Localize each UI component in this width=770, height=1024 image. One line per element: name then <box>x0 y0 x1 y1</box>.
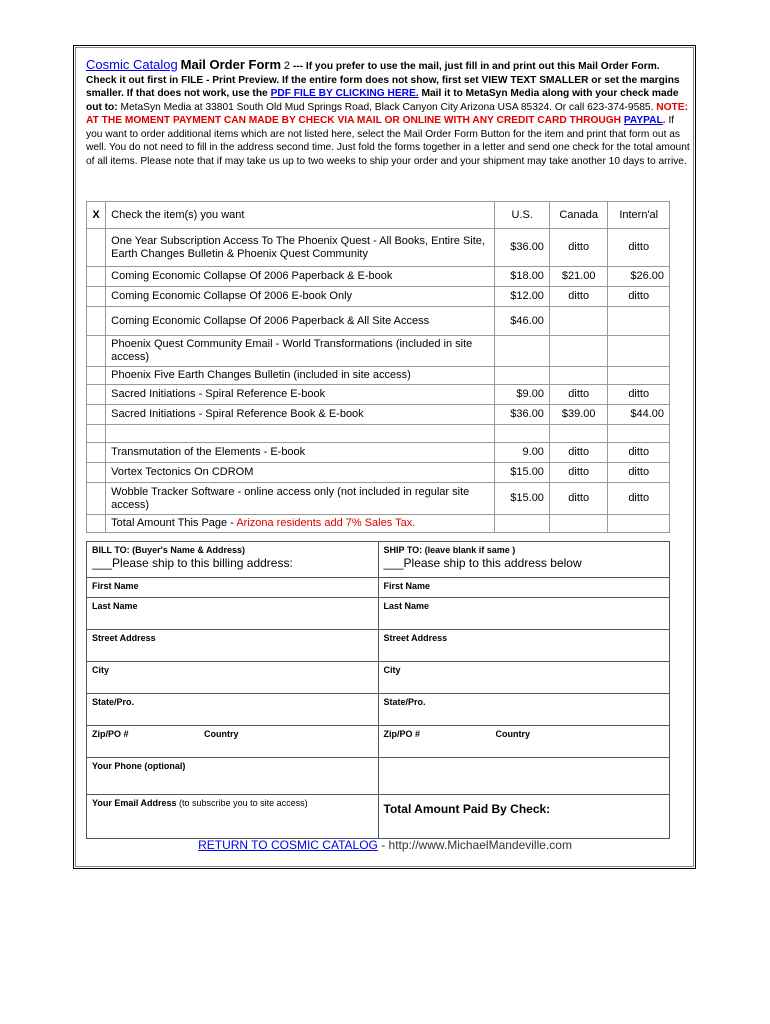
price-us: $36.00 <box>495 229 549 267</box>
bill-to-prompt: ___Please ship to this billing address: <box>92 556 293 570</box>
price-intl <box>608 367 670 385</box>
price-intl: $26.00 <box>608 267 670 287</box>
price-intl <box>608 307 670 336</box>
item-checkbox[interactable] <box>87 307 106 336</box>
table-row <box>87 287 670 307</box>
ship-first-name-field[interactable]: First Name <box>378 578 670 598</box>
price-us: $9.00 <box>495 385 549 405</box>
item-checkbox[interactable] <box>87 405 106 425</box>
address-header-row <box>87 542 670 578</box>
total-label: Total Amount This Page - <box>111 517 234 529</box>
ship-city-field[interactable]: City <box>378 662 670 694</box>
item-checkbox[interactable] <box>87 483 106 515</box>
intro-bold-1: If you prefer to use the mail, just fill in and print out this Mail Order Form. Check it out first in FILE - Print Preview. If the entire form does not show, first set VIEW TEXT SMALLER or set the margins smaller. If that does not work, use the <box>86 61 680 99</box>
bill-to-heading: BILL TO: (Buyer's Name & Address) <box>92 545 246 555</box>
ship-zip-label: Zip/PO # <box>383 729 421 739</box>
ship-zip-country-cell[interactable] <box>378 726 670 758</box>
total-paid-cell[interactable] <box>378 795 670 839</box>
payment-note: NOTE: AT THE MOMENT PAYMENT CAN MADE BY CHECK VIA MAIL OR ONLINE WITH ANY CREDIT CARD THROUGH <box>86 101 688 126</box>
bill-first-name-field[interactable]: First Name <box>87 578 379 598</box>
price-us: $15.00 <box>495 463 549 483</box>
price-us <box>495 367 549 385</box>
dashes: --- <box>292 61 304 72</box>
us-column-header: U.S. <box>495 202 549 229</box>
table-row <box>87 463 670 483</box>
item-description: Sacred Initiations - Spiral Reference E-book <box>106 385 495 405</box>
price-canada <box>549 307 608 336</box>
item-description: Coming Economic Collapse Of 2006 Paperback & E-book <box>106 267 495 287</box>
price-canada <box>549 425 608 443</box>
table-row <box>87 483 670 515</box>
ship-state-field[interactable]: State/Pro. <box>378 694 670 726</box>
cosmic-catalog-link[interactable]: Cosmic Catalog <box>86 57 178 72</box>
table-row <box>87 367 670 385</box>
price-intl: ditto <box>608 385 670 405</box>
bill-to-cell <box>87 542 379 578</box>
bill-zip-country-cell[interactable] <box>87 726 379 758</box>
item-description: Transmutation of the Elements - E-book <box>106 443 495 463</box>
canada-column-header: Canada <box>549 202 608 229</box>
table-row <box>87 336 670 367</box>
table-row <box>87 443 670 463</box>
form-title: Mail Order Form <box>180 57 282 72</box>
price-intl: $44.00 <box>608 405 670 425</box>
state-row <box>87 694 670 726</box>
total-x-cell <box>87 515 106 533</box>
payment-note-dot: . <box>662 115 666 126</box>
ship-country-label: Country <box>495 729 530 739</box>
table-row <box>87 229 670 267</box>
total-us[interactable] <box>495 515 549 533</box>
price-canada: ditto <box>549 229 608 267</box>
item-description: One Year Subscription Access To The Phoenix Quest - All Books, Entire Site, Earth Changes Bulletin & Phoenix Quest Community <box>106 229 495 267</box>
email-field[interactable] <box>87 795 379 839</box>
zip-row <box>87 726 670 758</box>
ship-to-prompt: ___Please ship to this address below <box>383 556 582 570</box>
price-intl: ditto <box>608 463 670 483</box>
item-description: Phoenix Five Earth Changes Bulletin (included in site access) <box>106 367 495 385</box>
item-description: Sacred Initiations - Spiral Reference Book & E-book <box>106 405 495 425</box>
ship-street-field[interactable]: Street Address <box>378 630 670 662</box>
form-number: 2 <box>283 60 290 72</box>
total-row <box>87 515 670 533</box>
total-intl[interactable] <box>608 515 670 533</box>
price-intl <box>608 336 670 367</box>
item-description: Vortex Tectonics On CDROM <box>106 463 495 483</box>
item-checkbox[interactable] <box>87 425 106 443</box>
street-row <box>87 630 670 662</box>
price-us: $36.00 <box>495 405 549 425</box>
table-header-row <box>87 202 670 229</box>
sales-tax-note: Arizona residents add 7% Sales Tax. <box>236 517 416 529</box>
price-intl: ditto <box>608 443 670 463</box>
bill-country-label: Country <box>204 729 239 739</box>
item-description: Phoenix Quest Community Email - World Transformations (included in site access) <box>106 336 495 367</box>
phone-field[interactable]: Your Phone (optional) <box>87 758 379 795</box>
table-row <box>87 307 670 336</box>
bill-state-field[interactable]: State/Pro. <box>87 694 379 726</box>
intro-bold-2: Mail it to MetaSyn Media along with your check made out to: <box>86 88 679 113</box>
item-checkbox[interactable] <box>87 385 106 405</box>
price-us: $12.00 <box>495 287 549 307</box>
table-row <box>87 385 670 405</box>
ship-to-heading: SHIP TO: (leave blank if same ) <box>383 545 516 555</box>
x-column-header: X <box>87 202 106 229</box>
price-us: $15.00 <box>495 483 549 515</box>
phone-row-blank <box>378 758 670 795</box>
item-checkbox[interactable] <box>87 443 106 463</box>
price-intl: ditto <box>608 229 670 267</box>
price-intl <box>608 425 670 443</box>
price-us: $18.00 <box>495 267 549 287</box>
ship-last-name-field[interactable]: Last Name <box>378 598 670 630</box>
item-checkbox[interactable] <box>87 229 106 267</box>
item-description <box>106 425 495 443</box>
item-checkbox[interactable] <box>87 336 106 367</box>
address-table <box>86 541 670 839</box>
price-us: 9.00 <box>495 443 549 463</box>
price-us <box>495 425 549 443</box>
price-canada: ditto <box>549 483 608 515</box>
table-row <box>87 425 670 443</box>
paypal-link[interactable]: PAYPAL <box>623 115 663 126</box>
table-row <box>87 405 670 425</box>
city-row <box>87 662 670 694</box>
item-description: Coming Economic Collapse Of 2006 Paperback & All Site Access <box>106 307 495 336</box>
pdf-file-link[interactable]: PDF FILE BY CLICKING HERE. <box>270 88 419 99</box>
bill-city-field[interactable]: City <box>87 662 379 694</box>
price-canada <box>549 367 608 385</box>
total-canada[interactable] <box>549 515 608 533</box>
price-intl: ditto <box>608 483 670 515</box>
email-label: Your Email Address <box>92 798 177 808</box>
item-checkbox[interactable] <box>87 287 106 307</box>
intro-text <box>86 58 690 168</box>
mailing-address: MetaSyn Media at 33801 South Old Mud Springs Road, Black Canyon City Arizona USA 85324. Or call 623-374-9585. <box>120 101 654 113</box>
price-canada: ditto <box>549 385 608 405</box>
site-url: http://www.MichaelMandeville.com <box>388 838 572 852</box>
price-intl: ditto <box>608 287 670 307</box>
phone-row <box>87 758 670 795</box>
bill-street-field[interactable]: Street Address <box>87 630 379 662</box>
order-items-table <box>86 201 670 533</box>
price-canada: $39.00 <box>549 405 608 425</box>
item-description: Wobble Tracker Software - online access only (not included in regular site access) <box>106 483 495 515</box>
table-row <box>87 267 670 287</box>
price-us: $46.00 <box>495 307 549 336</box>
item-checkbox[interactable] <box>87 367 106 385</box>
price-canada: ditto <box>549 443 608 463</box>
bill-zip-label: Zip/PO # <box>92 729 129 739</box>
price-canada: $21.00 <box>549 267 608 287</box>
email-row <box>87 795 670 839</box>
price-canada <box>549 336 608 367</box>
price-canada: ditto <box>549 463 608 483</box>
footer <box>0 838 770 852</box>
last-name-row <box>87 598 670 630</box>
email-note: (to subscribe you to site access) <box>179 798 308 808</box>
first-name-row <box>87 578 670 598</box>
price-us <box>495 336 549 367</box>
item-description: Coming Economic Collapse Of 2006 E-book Only <box>106 287 495 307</box>
price-canada: ditto <box>549 287 608 307</box>
ship-to-cell <box>378 542 670 578</box>
intro-tail: If you want to order additional items which are not listed here, select the Mail Order Form Button for the item and print that form out as well. You do not need to fill in the address second time. Just fold the forms together in a letter and send one check for the total amount of all items. Please note that if may take us up to two weeks to ship your order and your shipment may take another 10 days to arrive. <box>86 115 690 167</box>
item-column-header: Check the item(s) you want <box>106 202 495 229</box>
intl-column-header: Intern'al <box>608 202 670 229</box>
total-paid-label: Total Amount Paid By Check: <box>383 802 551 816</box>
total-label-cell <box>106 515 495 533</box>
return-to-catalog-link[interactable]: RETURN TO COSMIC CATALOG <box>198 838 378 852</box>
item-checkbox[interactable] <box>87 463 106 483</box>
bill-last-name-field[interactable]: Last Name <box>87 598 379 630</box>
footer-separator: - <box>377 838 389 852</box>
item-checkbox[interactable] <box>87 267 106 287</box>
